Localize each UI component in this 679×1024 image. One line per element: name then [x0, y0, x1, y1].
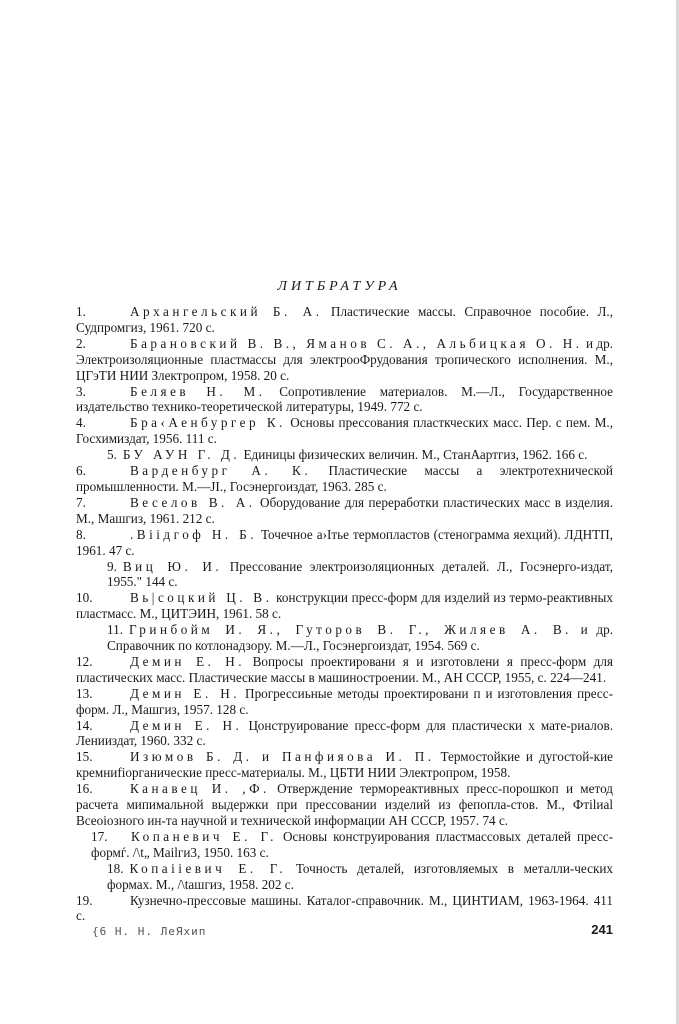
reference-text: Термостойкие и дугостой-кие кремниfiорганические пресс-материалы. М., ЦБТИ НИИ Электропром, 1958.: [76, 749, 613, 781]
reference-author: Канавец И. ,Ф.: [130, 781, 270, 797]
reference-author: Веселов В. А.: [130, 494, 256, 510]
reference-author: Виц Ю. И.: [122, 558, 223, 574]
reference-text: Единицы физических величин. М., СтанАартгиз, 1962. 166 с.: [243, 447, 588, 463]
reference-text: Оборудование для переработки пластических масс в изделия. М., Машгиз, 1961. 212 с.: [76, 494, 614, 526]
reference-text: Пластические массы. Справочное пособие. Л., Судпромгиз, 1961. 720 с.: [76, 304, 613, 335]
reference-item-5: [76, 447, 613, 463]
reference-number: 13.: [76, 685, 93, 701]
reference-text: Сопротивление материалов. М.—Л., Государственное издательство технико-теоретической литературы, 1949. 772 с.: [76, 383, 614, 415]
reference-text: Кузнечно-прессовые машины. Каталог-справочник. М., ЦИНТИАМ, 1963-1964. 411 с.: [76, 892, 613, 924]
reference-text: Основы прессования пласткческих масс. Пер. с пем. М., Госхимиздат, 1956. 111 с.: [76, 415, 614, 447]
reference-item-19: [76, 893, 613, 925]
reference-item-13: [76, 686, 613, 718]
reference-number: 5.: [107, 447, 117, 463]
reference-item-3: [76, 384, 613, 416]
reference-text: Вопросы проектировани я и изготовлени я пресс-форм для пластических масс. Пластические массы в машиностроении. М., АН СССР, 1955, с. 224—241.: [76, 653, 613, 685]
page-number: 241: [591, 922, 613, 937]
reference-text: Точность деталей, изготовляемых в металли-ческих формах. М., /\tашгиз, 1958. 202 с.: [107, 860, 613, 892]
reference-number: 12.: [76, 653, 93, 669]
reference-number: 7.: [76, 494, 86, 510]
reference-text: Основы конструирования пластмассовых деталей пресс-формѓ. /\t„ Маilги3, 1950. 163 с.: [91, 828, 613, 860]
reference-item-4: [76, 415, 613, 447]
reference-item-9: [76, 559, 613, 591]
reference-item-17: [76, 829, 613, 861]
reference-author: Беляев Н. М.: [130, 383, 266, 399]
reference-item-12: [76, 654, 613, 686]
reference-author: Гринбойм И. Я., Гуторов В. Г., Жиляев А. В.: [129, 622, 572, 638]
reference-item-7: [76, 495, 613, 527]
reference-item-15: [76, 749, 613, 781]
reference-number: 6.: [76, 463, 86, 479]
reference-number: 14.: [76, 717, 93, 733]
reference-item-8: [76, 527, 613, 559]
reference-text: Прогрессиьные методы проектировани п и изготовления пресс-форм. Л., Машгиз, 1957. 128 с.: [76, 685, 614, 717]
reference-list: [76, 304, 613, 924]
reference-item-14: [76, 718, 613, 750]
reference-text: Пластические массы а электротехнической промышленности. М.—JI., Госэнергоиздат, 1963. 285 с.: [76, 463, 613, 494]
reference-number: 11.: [107, 622, 123, 638]
reference-author: .Віідгоф Н. Б.: [130, 526, 257, 542]
reference-item-11: [76, 622, 613, 654]
reference-author: Демин Е. Н.: [130, 653, 246, 669]
reference-number: 9.: [107, 558, 117, 574]
reference-text: Прессование электроизоляционных деталей. Л., Госэнерго-издат, 1955." 144 с.: [107, 558, 614, 590]
reference-number: 10.: [76, 590, 93, 606]
reference-number: 3.: [76, 383, 86, 399]
reference-item-18: [76, 861, 613, 893]
section-heading: ЛИТБРАТУРА: [277, 279, 402, 294]
reference-author: Демин Е. Н.: [130, 717, 243, 733]
reference-text: Точечное а›Iтье термопластов (стенограмма яехций). ЛДНТП, 1961. 47 с.: [76, 526, 613, 558]
reference-item-16: [76, 781, 613, 829]
reference-author: Демин Е. Н.: [130, 685, 241, 701]
reference-text: Отверждение термореактивных пресс-порошкоп и метод расчета мипимальной выдержки при прессовании изделий из фепопла-стов. М., Фтilиal Всеоiозного ин-та научной и технической информации АН СССР, 1957. 74 с.: [76, 781, 614, 828]
reference-number: 16.: [76, 781, 93, 797]
reference-item-10: [76, 590, 613, 622]
reference-number: 17.: [91, 828, 108, 844]
reference-text: и др. Электроизоляционные пластмассы для электрооФрудования тропического исполнения. М., ЦГэТИ НИИ Злектропром, 1958. 20 с.: [76, 335, 614, 383]
reference-number: 1.: [76, 304, 86, 319]
reference-author: Варденбург А. К.: [130, 463, 312, 479]
reference-text: Цонструирование пресс-форм для пластически х мате-риалов. Ленииздат, 1960. 332 с.: [76, 717, 614, 749]
reference-number: 19.: [76, 892, 93, 908]
reference-item-6: [76, 463, 613, 495]
reference-author: Копаневич Е. Г.: [131, 828, 277, 844]
reference-author: Архангельский Б. А.: [130, 304, 323, 319]
reference-number: 15.: [76, 749, 93, 765]
reference-author: Барановский В. В., Яманов С. А., Альбицкая О. Н.: [130, 335, 583, 351]
reference-author: Изюмов Б. Д. и Панфияова И. П.: [130, 749, 435, 765]
reference-number: 8.: [76, 526, 86, 542]
reference-text: конструкции пресс-форм для изделий из термо-реактивных пластмасс. М., ЦИТЭИН, 1961. 58 с.: [76, 590, 614, 622]
signature-mark: {6 Н. Н. ЛеЯхип: [92, 925, 207, 938]
reference-author: Бра‹Аенбургер К.: [130, 415, 286, 431]
reference-item-2: [76, 336, 613, 384]
reference-author: Вь|соцкий Ц. В.: [130, 590, 273, 606]
reference-number: 18.: [107, 860, 124, 876]
reference-text: и др. Справочник по котлонадзору. М.—Л., Госэнергоиздат, 1954. 569 с.: [107, 622, 613, 654]
reference-author: Копаііевич Е. Г.: [129, 860, 287, 876]
reference-number: 4.: [76, 415, 86, 431]
reference-author: БУ АУН Г. Д.: [122, 447, 241, 463]
reference-number: 2.: [76, 335, 86, 351]
reference-item-1: [76, 304, 613, 336]
